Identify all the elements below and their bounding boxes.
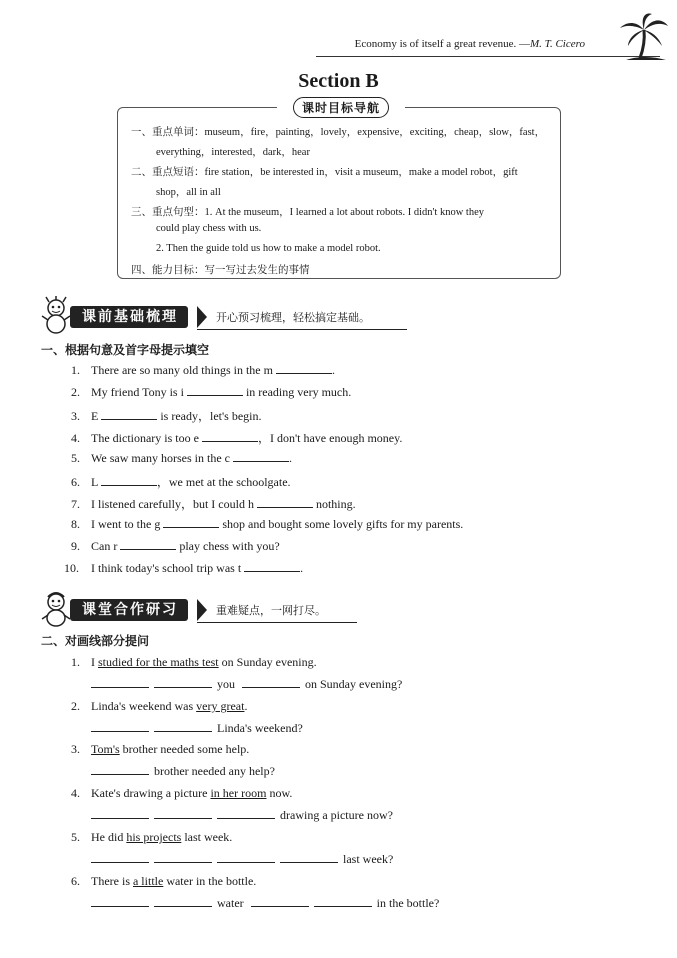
- underlined-part: a little: [132, 874, 164, 888]
- banner-subtitle: 开心预习梳理，轻松搞定基础。: [216, 311, 370, 324]
- answer-line: last week?: [91, 852, 393, 867]
- header-rule: [316, 56, 660, 57]
- question-item: 3. Tom's brother needed some help.: [71, 742, 250, 756]
- banner-label: 课堂合作研习: [70, 599, 188, 621]
- quote-author: M. T. Cicero: [530, 38, 585, 50]
- answer-blank[interactable]: [91, 721, 149, 732]
- answer-blank[interactable]: [154, 677, 212, 688]
- answer-blank[interactable]: [101, 409, 157, 420]
- answer-blank[interactable]: [154, 808, 212, 819]
- answer-blank[interactable]: [257, 497, 313, 508]
- answer-blank[interactable]: [217, 852, 275, 863]
- part-title: 二、对画线部分提问: [41, 634, 150, 648]
- banner-arrow: [197, 599, 207, 621]
- quote-text: Economy is of itself a great revenue. —: [354, 38, 530, 50]
- answer-blank[interactable]: [163, 517, 219, 528]
- banner-label: 课前基础梳理: [70, 306, 188, 328]
- answer-blank[interactable]: [120, 539, 176, 550]
- answer-blank[interactable]: [101, 475, 157, 486]
- answer-blank[interactable]: [91, 808, 149, 819]
- question-item: 8. I went to the g shop and bought some lovely gifts for my parents.: [71, 517, 464, 531]
- question-item: 3. E is ready，let's begin.: [71, 409, 262, 423]
- objective-line: 四、能力目标：写一写过去发生的事情: [131, 264, 310, 276]
- answer-blank[interactable]: [91, 764, 149, 775]
- answer-blank[interactable]: [233, 451, 289, 462]
- header-quote: [355, 38, 585, 50]
- answer-line: brother needed any help?: [91, 764, 275, 779]
- part-title: 一、根据句意及首字母提示填空: [41, 343, 210, 357]
- objective-line: 一、重点单词：museum，fire，painting，lovely，expensive，exciting，cheap，slow，fast，: [131, 126, 546, 138]
- question-item: 2. My friend Tony is i in reading very much.: [71, 385, 352, 399]
- question-item: 7. I listened carefully，but I could h nothing.: [71, 497, 356, 511]
- answer-blank[interactable]: [91, 852, 149, 863]
- question-item: 10. I think today's school trip was t .: [64, 561, 304, 575]
- question-item: 6. There is a little water in the bottle.: [71, 874, 257, 888]
- objectives-banner: [277, 97, 405, 118]
- answer-blank[interactable]: [244, 561, 300, 572]
- answer-line: Linda's weekend?: [91, 721, 303, 736]
- section-title: Section B: [298, 70, 379, 92]
- question-item: 6. L ，we met at the schoolgate.: [71, 475, 291, 489]
- answer-blank[interactable]: [314, 896, 372, 907]
- answer-blank[interactable]: [154, 896, 212, 907]
- question-item: 2. Linda's weekend was very great.: [71, 699, 248, 713]
- banner-underline: [197, 622, 357, 623]
- underlined-part: his projects: [126, 830, 182, 844]
- answer-line: you on Sunday evening?: [91, 677, 402, 692]
- palm-tree-icon: [618, 12, 670, 62]
- question-item: 1. There are so many old things in the m .: [71, 363, 335, 377]
- answer-blank[interactable]: [242, 677, 300, 688]
- underlined-part: Tom's: [91, 742, 120, 756]
- objective-line: 2. Then the guide told us how to make a model robot.: [156, 243, 381, 254]
- answer-blank[interactable]: [91, 677, 149, 688]
- question-item: 5. We saw many horses in the c .: [71, 451, 292, 465]
- answer-line: drawing a picture now?: [91, 808, 393, 823]
- banner-subtitle: 重难疑点，一网打尽。: [216, 604, 326, 617]
- question-item: 5. He did his projects last week.: [71, 830, 233, 844]
- answer-blank[interactable]: [202, 431, 258, 442]
- question-item: 9. Can r play chess with you?: [71, 539, 280, 553]
- question-item: 4. Kate's drawing a picture in her room now.: [71, 786, 293, 800]
- underlined-part: very great: [196, 699, 245, 713]
- answer-blank[interactable]: [91, 896, 149, 907]
- objective-line: everything，interested，dark，hear: [156, 147, 310, 158]
- section-banner-classroom: [40, 593, 370, 627]
- answer-blank[interactable]: [217, 808, 275, 819]
- objective-line: 二、重点短语：fire station，be interested in，visit a museum，make a model robot，gift: [131, 166, 518, 178]
- objectives-banner-label: 课时目标导航: [293, 97, 389, 118]
- objective-line: shop，all in all: [156, 187, 221, 198]
- answer-blank[interactable]: [276, 363, 332, 374]
- banner-arrow: [197, 306, 207, 328]
- answer-blank[interactable]: [251, 896, 309, 907]
- question-item: 1. I studied for the maths test on Sunday evening.: [71, 655, 317, 669]
- section-banner-preview: [40, 300, 410, 334]
- answer-blank[interactable]: [154, 721, 212, 732]
- answer-blank[interactable]: [280, 852, 338, 863]
- objective-line: 三、重点句型：1. At the museum，I learned a lot about robots. I didn't know they: [131, 206, 485, 218]
- objective-line: could play chess with us.: [156, 223, 262, 234]
- answer-blank[interactable]: [187, 385, 243, 396]
- banner-underline: [197, 329, 407, 330]
- underlined-part: in her room: [210, 786, 267, 800]
- answer-blank[interactable]: [154, 852, 212, 863]
- question-item: 4. The dictionary is too e ，I don't have enough money.: [71, 431, 403, 445]
- underlined-part: studied for the maths test: [98, 655, 219, 669]
- answer-line: water in the bottle?: [91, 896, 439, 911]
